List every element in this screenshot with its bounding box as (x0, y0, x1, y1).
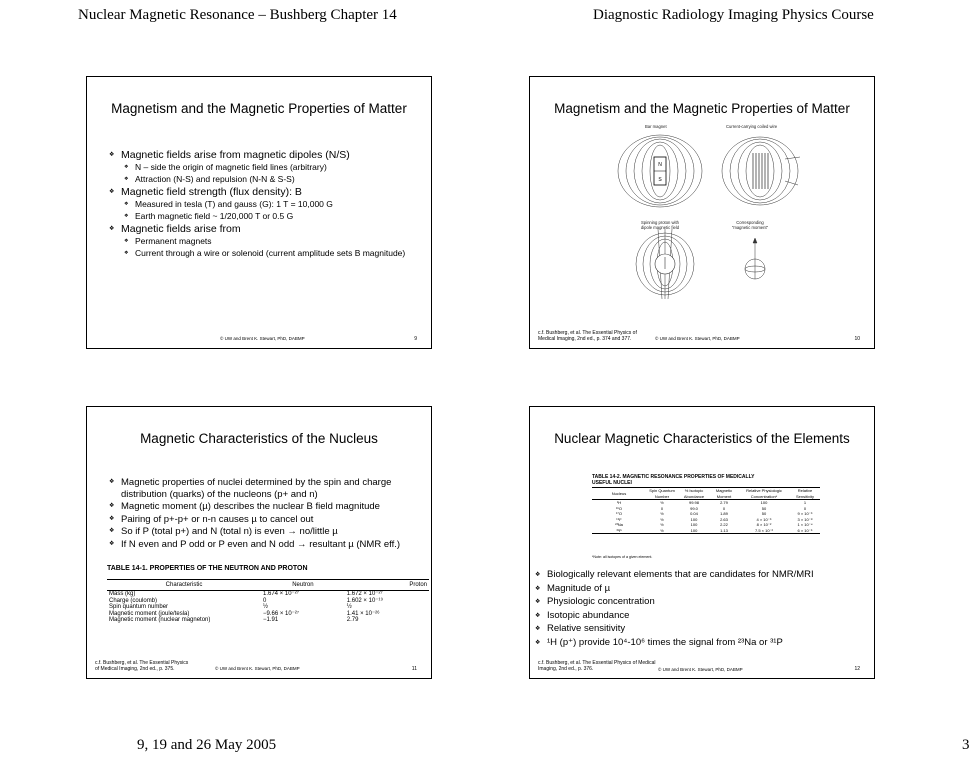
table-cell: 0 (722, 505, 726, 511)
table-cell: ¹⁹F (616, 516, 622, 522)
table-header: Spin Quantum Number (649, 488, 675, 499)
citation-line: Imaging, 2nd ed., p. 376. (538, 666, 594, 672)
table-row (107, 617, 429, 624)
table-title: TABLE 14-1. PROPERTIES OF THE NEUTRON AND PROTON (107, 565, 308, 572)
table-header: Relative Physiologic Concentration* (746, 488, 782, 499)
bullet: ❖ Magnetic fields arise from magnetic dipoles (N/S) (109, 149, 413, 162)
bullet: ❖ Relative sensitivity (535, 623, 869, 636)
slide-number: 12 (854, 666, 860, 672)
copyright: © UW and Brent K. Stewart, PhD, DABMP (655, 336, 740, 341)
table-cell: 99.98 (688, 500, 699, 505)
bullet: ❖ Magnetic fields arise from (109, 223, 413, 236)
table-row (107, 591, 429, 598)
table-cell: Spin quantum number (109, 604, 169, 610)
table-cell: 0 (803, 505, 807, 511)
sub-bullet: ❖ Measured in tesla (T) and gauss (G): 1 T = 10,000 G (109, 199, 413, 211)
table-cell: 9 × 10⁻⁶ (797, 511, 813, 516)
table-cell: 100 (760, 500, 768, 505)
table-cell: ¹H (616, 500, 622, 505)
table-cell: 1.674 × 10⁻²⁷ (263, 591, 299, 597)
sub-bullet: ❖ Earth magnetic field ~ 1/20,000 T or 0.5 G (109, 211, 413, 223)
sub-bullet: ❖ N – side the origin of magnetic field lines (arbitrary) (109, 162, 413, 174)
slide-10 (529, 76, 875, 349)
figure-label-magnetic-moment: Corresponding "magnetic moment" (731, 220, 769, 230)
slide-11 (86, 406, 432, 679)
table-title-line: USEFUL NUCLEI (592, 480, 632, 486)
table-cell: 100 (690, 516, 698, 522)
bullet-list (535, 568, 869, 649)
table-cell: 0.04 (690, 511, 698, 516)
citation-line: c.f. Bushberg, et al. The Essential Physics of (538, 330, 637, 336)
table-cell: ³¹P (616, 527, 622, 533)
table-cell: 100 (690, 527, 698, 533)
table-cell: 50 (761, 511, 767, 516)
table-cell: 6 × 10⁻⁵ (797, 527, 813, 533)
page-number: 3 (962, 737, 970, 753)
bullet: ❖ Magnetic moment (µ) describes the nuclear B field magnitude (109, 501, 413, 513)
table-cell: 1.602 × 10⁻¹⁹ (346, 597, 384, 604)
table-cell: 3 × 10⁻⁸ (797, 516, 813, 522)
table-cell: 7.5 × 10⁻² (754, 527, 773, 533)
table-header: % Isotopic Abundance (683, 488, 705, 499)
slide-9 (86, 76, 432, 349)
nuclei-table (592, 487, 820, 534)
copyright: © UW and Brent K. Stewart, PhD, DABMP (658, 667, 743, 672)
citation-line: of Medical Imaging, 2nd ed., p. 375. (95, 666, 175, 672)
table-title (592, 474, 755, 486)
sub-bullet: ❖ Permanent magnets (109, 236, 413, 248)
table-header: Characteristic (165, 582, 203, 588)
bullet-list (109, 148, 413, 259)
table-cell: ½ (263, 604, 269, 610)
table-cell: 2.63 (720, 516, 728, 522)
bullet: ❖ Magnetic properties of nuclei determined by the spin and charge distribution (quarks) of the nucleons (p+ and n) (109, 477, 413, 500)
table-cell: ½ (660, 511, 664, 516)
table-cell: ¹⁶O (615, 505, 623, 511)
table-cell: 0 (660, 505, 664, 511)
sub-bullet: ❖ Current through a wire or solenoid (current amplitude sets B magnitude) (109, 248, 413, 260)
table-cell: Magnetic moment (joule/tesla) (109, 610, 190, 617)
magnetic-field-figure (610, 129, 810, 309)
table-cell: Mass (kg) (109, 591, 136, 597)
table-cell: ½ (660, 527, 664, 533)
table-cell: ½ (346, 604, 352, 610)
bullet: ❖ If N even and P odd or P even and N odd → resultant µ (NMR eff.) (109, 539, 413, 551)
north-pole-label: N (658, 162, 662, 168)
slide-title: Nuclear Magnetic Characteristics of the Elements (554, 431, 850, 446)
table-header: Relative Sensitivity (795, 488, 814, 499)
table-cell: 50 (761, 505, 767, 511)
slide-number: 9 (414, 336, 417, 342)
bullet: ❖ Biologically relevant elements that are candidates for NMR/MRI (535, 569, 869, 582)
slide-number: 11 (411, 666, 417, 672)
citation (95, 660, 188, 672)
slide-number: 10 (854, 336, 860, 342)
table-cell: −1.91 (263, 617, 279, 623)
citation (538, 330, 637, 342)
table-title-line: TABLE 14-2. MAGNETIC RESONANCE PROPERTIES OF MEDICALLY (592, 474, 755, 480)
table-cell: 2.22 (720, 522, 728, 527)
table-cell: 1.89 (720, 511, 728, 516)
table-note: *Note: all isotopes of a given element. (592, 555, 653, 559)
copyright: © UW and Brent K. Stewart, PhD, DABMP (215, 666, 300, 671)
citation-line: Medical Imaging, 2nd ed., p. 374 and 377. (538, 336, 632, 342)
bullet: ❖ Pairing of p+-p+ or n-n causes µ to cancel out (109, 514, 413, 526)
table-cell: 0 (263, 597, 267, 604)
table-cell: ½ (660, 516, 664, 522)
bullet: ❖ ¹H (p⁺) provide 10⁴-10⁶ times the signal from ²³Na or ³¹P (535, 637, 869, 650)
table-cell: 100 (690, 522, 698, 527)
citation-line: c.f. Bushberg, et al. The Essential Physics of Medical (538, 660, 656, 666)
table-cell: 2.79 (346, 617, 359, 623)
figure-label-spinning-proton: Spinning proton with dipole magnetic field (640, 220, 680, 230)
figure-label-coiled-wire: Current-carrying coiled wire (726, 124, 778, 129)
page-header-right: Diagnostic Radiology Imaging Physics Course (593, 7, 874, 23)
bullet-list (109, 476, 413, 550)
table-cell: 2.79 (720, 500, 728, 505)
bullet: ❖ So if P (total p+) and N (total n) is even → no/little µ (109, 526, 413, 538)
table-header: Nucleus (611, 490, 627, 496)
table-cell: 8 × 10⁻² (756, 522, 772, 527)
table-cell: 1.672 × 10⁻²⁷ (346, 591, 383, 597)
citation-line: c.f. Bushberg, et al. The Essential Physics (95, 660, 189, 666)
slide-12 (529, 406, 875, 679)
table-cell: ²³Na (615, 522, 623, 527)
neutron-proton-table (107, 579, 429, 624)
table-cell: ½ (660, 522, 664, 527)
citation (538, 660, 655, 672)
table-cell: 99.0 (690, 505, 698, 511)
table-header: Magnetic Moment (715, 488, 733, 499)
table-cell: −9.66 × 10⁻²⁷ (263, 610, 300, 617)
table-cell: 1 (803, 500, 807, 505)
slide-title: Magnetic Characteristics of the Nucleus (140, 431, 378, 446)
slide-title: Magnetism and the Magnetic Properties of Matter (111, 101, 407, 116)
table-cell: 4 × 10⁻⁶ (756, 516, 772, 522)
bullet: ❖ Isotopic abundance (535, 610, 869, 623)
page-footer-date: 9, 19 and 26 May 2005 (137, 737, 277, 753)
table-row (592, 528, 820, 534)
table-cell: ¹⁷O (616, 511, 622, 516)
slide-title: Magnetism and the Magnetic Properties of Matter (554, 101, 850, 116)
copyright: © UW and Brent K. Stewart, PhD, DABMP (220, 336, 305, 341)
table-cell: 1.13 (720, 527, 728, 533)
table-cell: 1.41 × 10⁻²⁶ (346, 610, 380, 617)
table-cell: 1 × 10⁻⁴ (797, 522, 813, 527)
south-pole-label: S (658, 177, 662, 183)
page-header-left: Nuclear Magnetic Resonance – Bushberg Chapter 14 (78, 7, 397, 23)
bullet: ❖ Magnetic field strength (flux density): B (109, 186, 413, 199)
bullet: ❖ Magnitude of µ (535, 583, 869, 596)
table-cell: Charge (coulomb) (109, 597, 158, 604)
sub-bullet: ❖ Attraction (N-S) and repulsion (N-N & S-S) (109, 174, 413, 186)
bullet: ❖ Physiologic concentration (535, 596, 869, 609)
figure-label-bar-magnet: Bar magnet (645, 124, 667, 129)
table-cell: ½ (660, 500, 664, 505)
table-header: Neutron (292, 581, 314, 588)
table-cell: Magnetic moment (nuclear magneton) (109, 617, 211, 623)
table-header: Proton (409, 581, 427, 588)
